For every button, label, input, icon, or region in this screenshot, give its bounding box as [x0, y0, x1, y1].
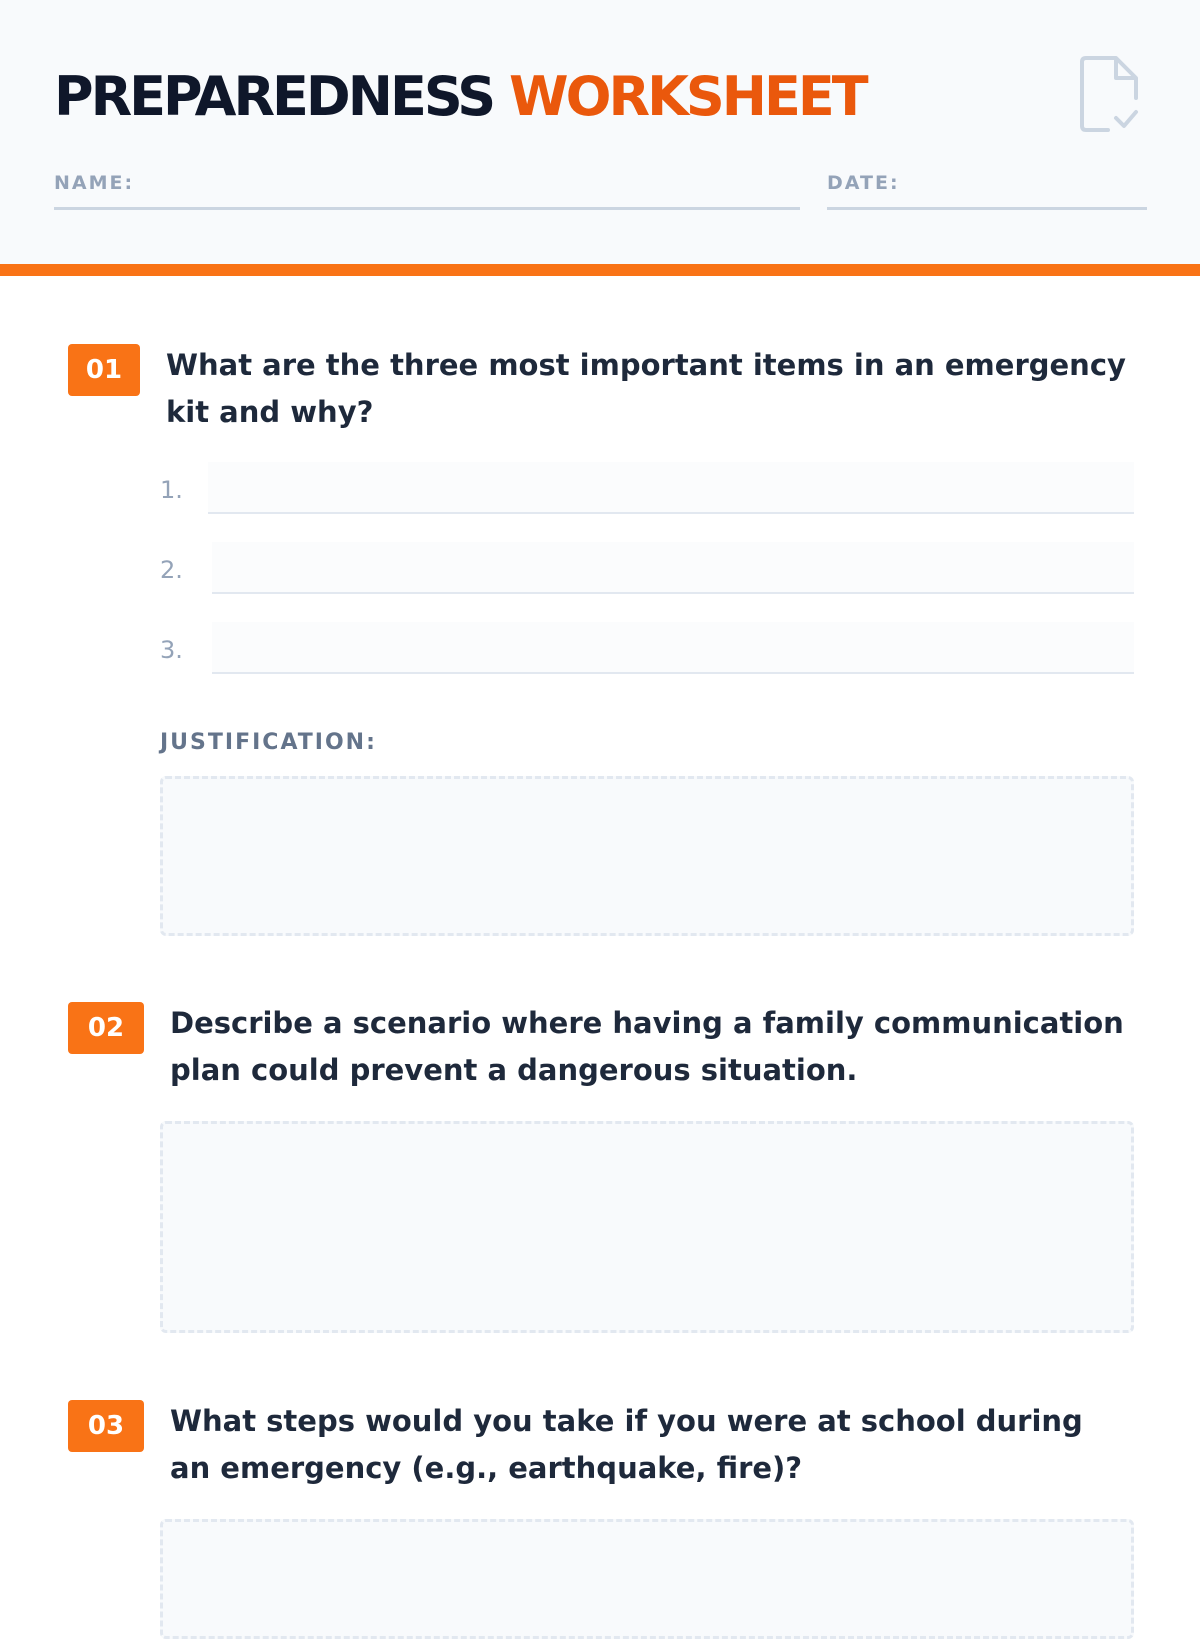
answer-box[interactable]	[160, 1519, 1134, 1639]
question-number-badge: 01	[68, 344, 140, 396]
answer-line[interactable]	[212, 622, 1134, 674]
name-field[interactable]	[54, 172, 800, 210]
question-text: What are the three most important items in an emergency kit and why?	[166, 348, 1126, 429]
document-check-icon	[1076, 56, 1140, 132]
question-number-badge: 03	[68, 1400, 144, 1452]
list-item-number: 2.	[160, 556, 183, 584]
header-accent-bar	[0, 264, 1200, 276]
worksheet-title	[54, 62, 866, 132]
title-highlight: WORKSHEET	[509, 65, 866, 128]
answer-box[interactable]	[160, 1121, 1134, 1333]
question-number-badge: 02	[68, 1002, 144, 1054]
justification-label: JUSTIFICATION:	[160, 730, 377, 755]
question-text: What steps would you take if you were at school during an emergency (e.g., earthquake, fire)?	[170, 1404, 1083, 1485]
answer-line[interactable]	[212, 542, 1134, 594]
question-text: Describe a scenario where having a family communication plan could prevent a dangerous situation.	[170, 1006, 1124, 1087]
answer-line[interactable]	[208, 462, 1134, 514]
date-field[interactable]	[827, 172, 1147, 210]
justification-answer-box[interactable]	[160, 776, 1134, 936]
list-item-number: 1.	[160, 476, 183, 504]
worksheet-header	[0, 0, 1200, 264]
title-main: PREPAREDNESS	[54, 65, 494, 128]
list-item-number: 3.	[160, 636, 183, 664]
name-label: NAME:	[54, 172, 135, 194]
date-label: DATE:	[827, 172, 900, 194]
